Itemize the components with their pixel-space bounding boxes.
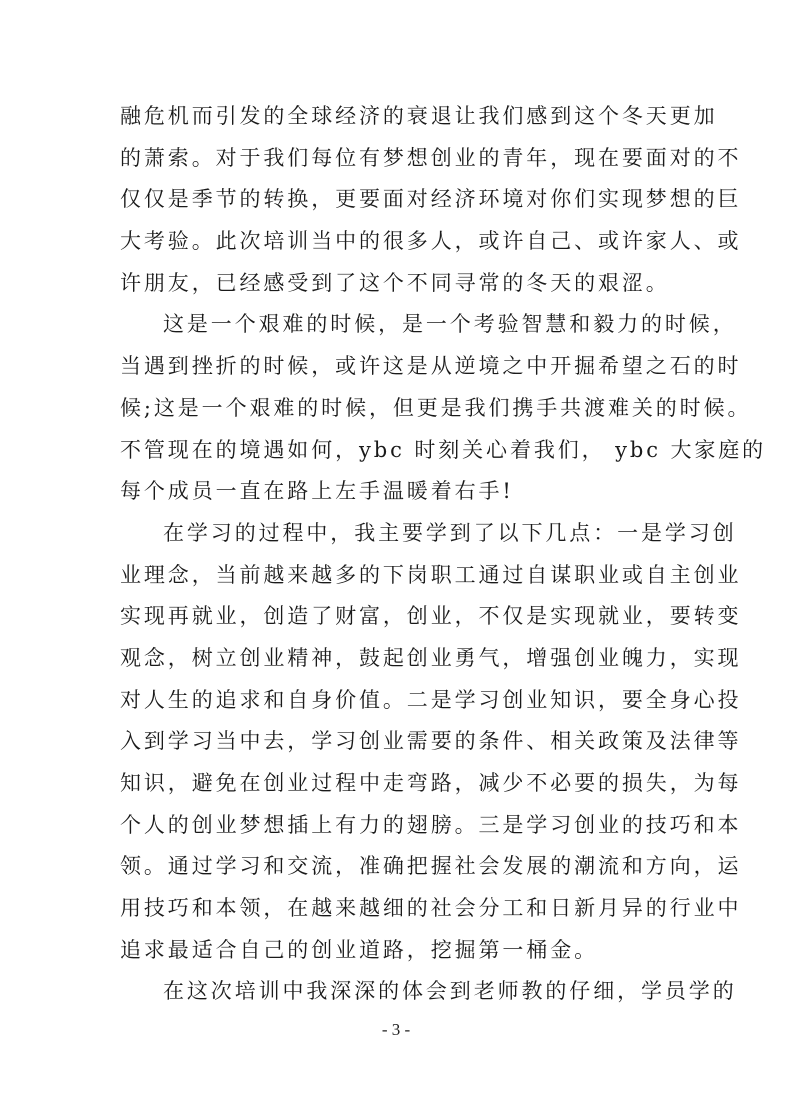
text-line: 大考验。此次培训当中的很多人，或许自己、或许家人、或 [120, 229, 742, 254]
page-number: - 3 - [381, 1020, 411, 1039]
text-line: 领。通过学习和交流，准确把握社会发展的潮流和方向，运 [120, 854, 742, 879]
document-body [120, 96, 767, 1013]
text-line: 入到学习当中去，学习创业需要的条件、相关政策及法律等 [120, 729, 742, 754]
text-line: 观念，树立创业精神，鼓起创业勇气，增强创业魄力，实现 [120, 645, 742, 670]
text-line: 当遇到挫折的时候，或许这是从逆境之中开掘希望之石的时 [120, 354, 742, 379]
text-line: 个人的创业梦想插上有力的翅膀。三是学习创业的技巧和本 [120, 812, 742, 837]
paragraph-first-line: 在这次培训中我深深的体会到老师教的仔细，学员学的 [163, 979, 737, 1004]
text-line: 业理念，当前越来越多的下岗职工通过自谋职业或自主创业 [120, 562, 742, 587]
text-line: 对人生的追求和自身价值。二是学习创业知识，要全身心投 [120, 687, 742, 712]
text-line: 候;这是一个艰难的时候，但更是我们携手共渡难关的时候。 [120, 395, 752, 420]
text-line: 的萧索。对于我们每位有梦想创业的青年，现在要面对的不 [120, 145, 742, 170]
text-line: 每个成员一直在路上左手温暖着右手! [120, 479, 514, 504]
text-line: 仅仅是季节的转换，更要面对经济环境对你们实现梦想的巨 [120, 187, 742, 212]
text-line: 融危机而引发的全球经济的衰退让我们感到这个冬天更加 [120, 104, 718, 128]
text-line: 实现再就业，创造了财富，创业，不仅是实现就业，要转变 [120, 604, 742, 629]
text-line: 用技巧和本领，在越来越细的社会分工和日新月异的行业中 [120, 896, 742, 921]
paragraph-first-line: 这是一个艰难的时候，是一个考验智慧和毅力的时候， [163, 312, 737, 337]
text-line: 追求最适合自己的创业道路，挖掘第一桶金。 [120, 937, 598, 962]
text-line: 不管现在的境遇如何，ybc 时刻关心着我们， ybc 大家庭的 [120, 437, 767, 462]
text-line: 许朋友，已经感受到了这个不同寻常的冬天的艰涩。 [120, 270, 670, 295]
paragraph-first-line: 在学习的过程中，我主要学到了以下几点：一是学习创 [163, 520, 737, 545]
text-line: 知识，避免在创业过程中走弯路，减少不必要的损失，为每 [120, 771, 742, 795]
